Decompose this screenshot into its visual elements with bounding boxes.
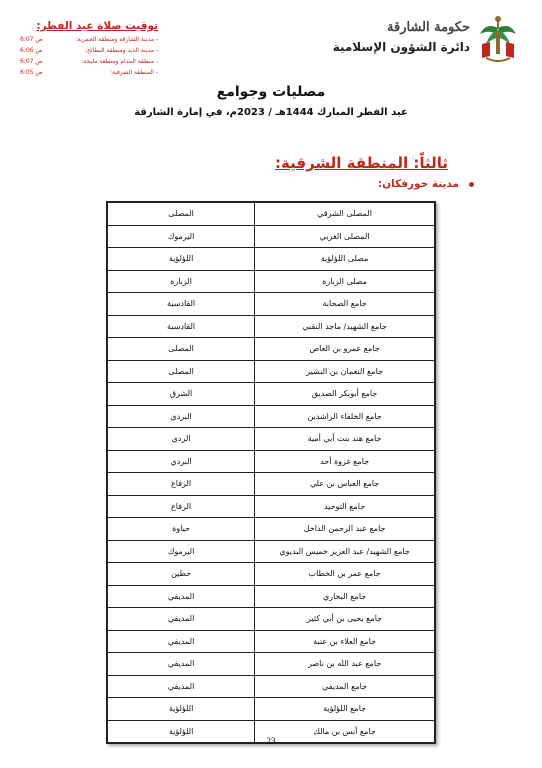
table-row — [108, 315, 435, 338]
area-name-cell: الردي — [108, 428, 255, 451]
header-logo — [320, 14, 520, 62]
mosque-name-cell: جامع أبوبكر الصديق — [255, 383, 435, 406]
mosque-name-cell: جامع البخاري — [255, 585, 435, 608]
table-row — [108, 428, 435, 451]
table-row — [108, 293, 435, 316]
area-name-cell: الرفاع — [108, 495, 255, 518]
table-row — [108, 383, 435, 406]
eid-time-item — [18, 47, 158, 54]
area-name-cell: الزبارة — [108, 270, 255, 293]
table-row — [108, 608, 435, 631]
eid-time-label: - المنطقة الشرقية: — [109, 69, 158, 76]
mosque-name-cell: جامع هند بنت أبي أمية — [255, 428, 435, 451]
eid-time-value: 6:07 ص — [20, 36, 43, 43]
department-name: دائرة الشؤون الإسلامية — [332, 40, 470, 54]
mosque-name-cell: جامع الشهيد/ ماجد النقبي — [255, 315, 435, 338]
area-name-cell: القادسية — [108, 293, 255, 316]
area-name-cell: المصلى — [108, 360, 255, 383]
bullet-icon — [469, 182, 474, 187]
table-row — [108, 675, 435, 698]
mosque-name-cell: جامع المديفي — [255, 675, 435, 698]
mosque-name-cell: المصلى الشرقي — [255, 203, 435, 226]
mosque-name-cell: جامع عمرو بن العاص — [255, 338, 435, 361]
table-row — [108, 360, 435, 383]
table-row — [108, 698, 435, 721]
page-title: مصليات وجوامع — [216, 84, 326, 100]
table-row — [108, 563, 435, 586]
mosque-name-cell: جامع العباس بن علي — [255, 473, 435, 496]
eid-time-item — [18, 58, 158, 65]
mosque-name-cell: جامع التوحيد — [255, 495, 435, 518]
eid-time-label: - مدينة الشارقة ومنطقة الحمرية: — [75, 36, 158, 43]
area-name-cell: القادسية — [108, 315, 255, 338]
area-name-cell: المصلى — [108, 338, 255, 361]
area-name-cell: الشرق — [108, 383, 255, 406]
area-name-cell: المديفي — [108, 608, 255, 631]
area-name-cell: اليرموك — [108, 540, 255, 563]
page-subtitle: عيد الفطر المبارك 1444هـ / 2023م، في إمارة الشارقة — [134, 107, 408, 118]
area-name-cell: البردي — [108, 405, 255, 428]
table-row — [108, 338, 435, 361]
city-name: مدينة خورفكان: — [377, 178, 459, 190]
mosque-name-cell: جامع غزوة أحد — [255, 450, 435, 473]
area-name-cell: اللؤلؤية — [108, 698, 255, 721]
mosques-table — [106, 201, 436, 744]
mosque-name-cell: جامع عبد الرحمن الداخل — [255, 518, 435, 541]
area-name-cell: المديفي — [108, 675, 255, 698]
eid-time-value: 6:07 ص — [20, 58, 43, 65]
mosque-name-cell: جامع الخلفاء الراشدين — [255, 405, 435, 428]
area-name-cell: البردي — [108, 450, 255, 473]
mosque-name-cell: جامع يحيى بن أبي كثير — [255, 608, 435, 631]
mosque-name-cell: جامع اللؤلؤية — [255, 698, 435, 721]
page-number: 23 — [266, 736, 276, 746]
eid-times-title: توقيت صلاة عيد الفطر: — [36, 20, 158, 32]
area-name-cell: اللؤلؤية — [108, 248, 255, 271]
table-row — [108, 540, 435, 563]
mosque-name-cell: جامع عمر بن الخطاب — [255, 563, 435, 586]
area-name-cell: المديفي — [108, 585, 255, 608]
area-name-cell: اليرموك — [108, 225, 255, 248]
mosque-name-cell: جامع أنس بن مالك — [255, 720, 435, 743]
table-row — [108, 450, 435, 473]
eid-time-value: 6:05 ص — [20, 69, 43, 76]
mosque-name-cell: مصلى اللؤلؤية — [255, 248, 435, 271]
mosque-name-cell: مصلى الزبارة — [255, 270, 435, 293]
mosque-name-cell: جامع الصحابة — [255, 293, 435, 316]
table-row — [108, 473, 435, 496]
table-row — [108, 203, 435, 226]
area-name-cell: اللؤلؤية — [108, 720, 255, 743]
area-name-cell: حطين — [108, 563, 255, 586]
mosque-name-cell: المصلى الغربي — [255, 225, 435, 248]
eid-time-item — [18, 69, 158, 76]
table-row — [108, 225, 435, 248]
mosque-name-cell: جامع العلاء بن عتبة — [255, 630, 435, 653]
area-name-cell: حياوة — [108, 518, 255, 541]
region-heading: ثالثاً: المنطقة الشرقية: — [275, 154, 448, 172]
mosque-name-cell: جامع النعمان بن البشير — [255, 360, 435, 383]
table-row — [108, 270, 435, 293]
table-row — [108, 653, 435, 676]
government-name: حكومة الشارقة — [387, 20, 470, 35]
table-row — [108, 585, 435, 608]
area-name-cell: المديفي — [108, 630, 255, 653]
table-row — [108, 248, 435, 271]
table-row — [108, 405, 435, 428]
eid-time-label: - مدينة الذيد ومنطقة البطائح: — [84, 47, 158, 54]
table-row — [108, 518, 435, 541]
mosque-name-cell: جامع الشهيد/ عبد العزيز خميس البديوي — [255, 540, 435, 563]
eid-time-label: - منطقة المدام ومنطقة مليحة: — [81, 58, 158, 65]
table-row — [108, 630, 435, 653]
area-name-cell: المديفي — [108, 653, 255, 676]
area-name-cell: الرفاع — [108, 473, 255, 496]
eid-time-item — [18, 36, 158, 43]
area-name-cell: المصلى — [108, 203, 255, 226]
city-heading — [378, 178, 474, 190]
table-row — [108, 495, 435, 518]
sharjah-emblem-icon — [476, 14, 520, 62]
eid-time-value: 6:06 ص — [20, 47, 43, 54]
mosque-name-cell: جامع عبد الله بن ناصر — [255, 653, 435, 676]
